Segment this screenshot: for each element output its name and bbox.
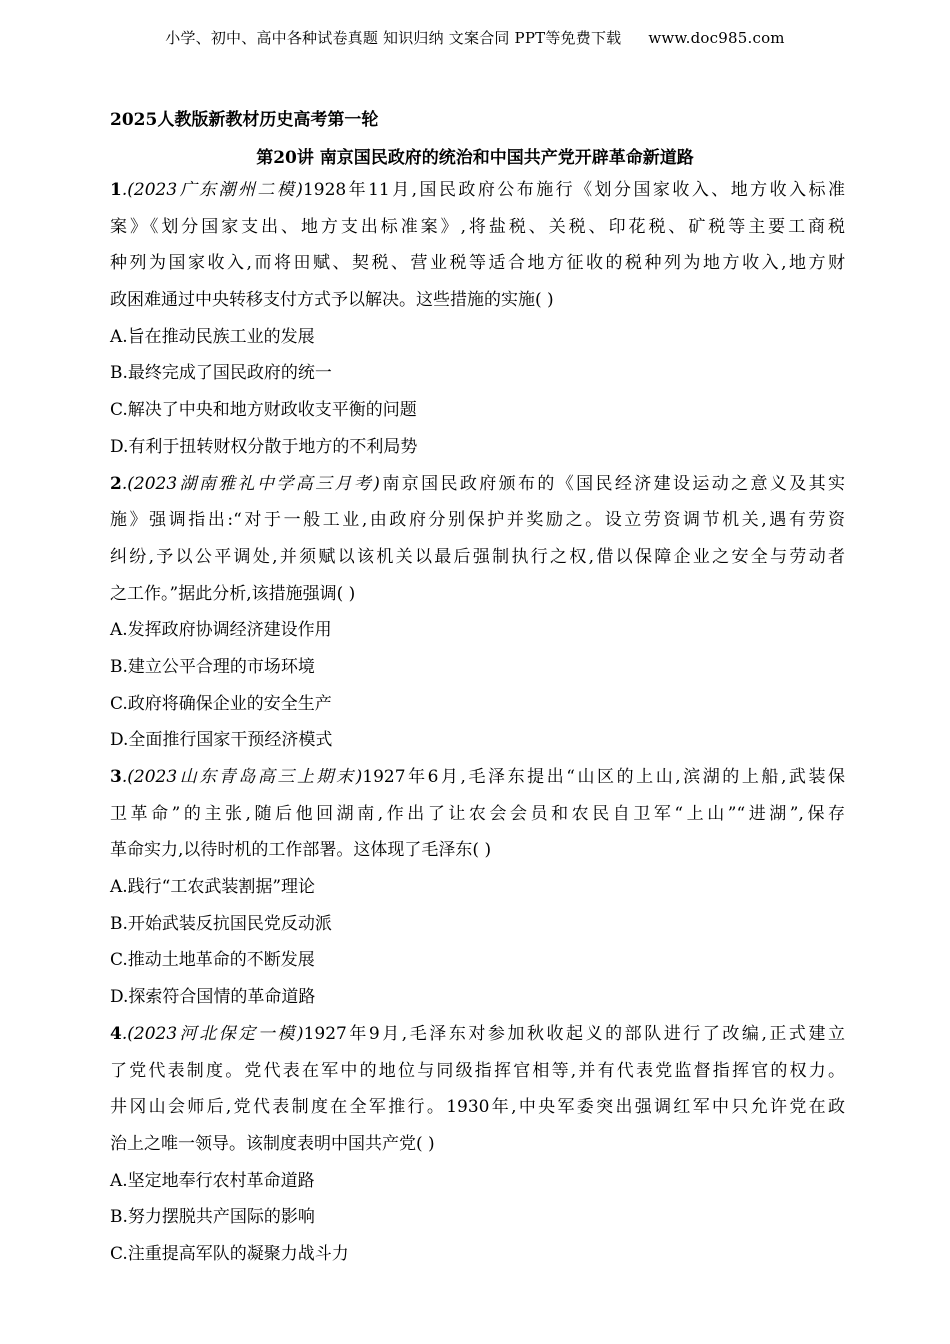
question-number: 1 [110,180,122,200]
question-source: .(2023河北保定一模) [121,1023,304,1044]
question-stem-line [110,466,845,503]
question-number: 4 [110,1023,122,1044]
question-number: 2 [110,473,122,494]
option-a: A.旨在推动民族工业的发展 [110,326,315,347]
question-stem-line: 案》《划分国家支出、地方支出标准案》,将盐税、关税、印花税、矿税等主要工商税 [110,216,845,237]
question-1 [110,172,845,466]
question-list [110,172,845,1273]
header-text: 小学、初中、高中各种试卷真题 知识归纳 文案合同 PPT等免费下载 [165,29,622,47]
question-stem-line: 种列为国家收入,而将田赋、契税、营业税等适合地方征收的税种列为地方收入,地方财 [110,253,845,274]
option-b: B.最终完成了国民政府的统一 [110,363,332,384]
option-d: D.有利于扭转财权分散于地方的不利局势 [110,436,418,457]
option-c: C.推动土地革命的不断发展 [110,950,315,971]
question-stem-text: 1927年9月,毛泽东对参加秋收起义的部队进行了改编,正式建立 [303,1023,846,1044]
question-stem-text: 1927年6月,毛泽东提出“山区的上山,滨湖的上船,武装保 [362,767,846,787]
question-stem-text: 南京国民政府颁布的《国民经济建设运动之意义及其实 [379,473,846,494]
question-stem-line: 之工作。”据此分析,该措施强调( ) [110,583,356,604]
question-stem-line: 卫革命”的主张,随后他回湖南,作出了让农会会员和农民自卫军“上山”“进湖”,保存 [110,803,845,824]
question-stem-line: 纠纷,予以公平调处,并须赋以该机关以最后强制执行之权,借以保障企业之安全与劳动者 [110,546,845,567]
option-c: C.解决了中央和地方财政收支平衡的问题 [110,400,417,421]
option-a: A.发挥政府协调经济建设作用 [110,620,332,641]
option-c: C.政府将确保企业的安全生产 [110,693,332,714]
option-b: B.建立公平合理的市场环境 [110,656,315,677]
question-stem-line: 政困难通过中央转移支付方式予以解决。这些措施的实施( ) [110,290,554,311]
question-number: 3 [110,767,122,787]
option-a: A.践行“工农武装割据”理论 [110,877,316,898]
option-d: D.全面推行国家干预经济模式 [110,730,333,751]
question-stem-line: 了党代表制度。党代表在军中的地位与同级指挥官相等,并有代表党监督指挥官的权力。 [110,1060,845,1081]
option-a: A.坚定地奉行农村革命道路 [110,1170,315,1191]
option-d: D.探索符合国情的革命道路 [110,987,316,1008]
document-title: 2025人教版新教材历史高考第一轮 [110,110,379,130]
question-stem-line: 井冈山会师后,党代表制度在全军推行。1930年,中央军委突出强调红军中只允许党在政 [110,1097,845,1118]
question-3 [110,759,845,1016]
question-stem-line: 革命实力,以待时机的工作部署。这体现了毛泽东( ) [110,840,492,861]
question-stem-line [110,172,845,209]
question-stem-line: 施》强调指出:“对于一般工业,由政府分别保护并奖励之。设立劳资调节机关,遇有劳资 [110,510,845,531]
question-stem-line: 治上之唯一领导。该制度表明中国共产党( ) [110,1133,435,1154]
question-stem-line [110,759,845,796]
question-stem-line [110,1016,845,1053]
question-source: .(2023山东青岛高三上期末) [121,767,363,787]
header-site-link[interactable]: www.doc985.com [648,29,785,47]
question-4 [110,1016,845,1273]
lecture-title: 第20讲 南京国民政府的统治和中国共产党开辟革命新道路 [256,148,694,168]
question-source: .(2023广东潮州二模) [121,180,303,200]
question-2 [110,466,845,760]
option-b: B.开始武装反抗国民党反动派 [110,913,332,934]
option-b: B.努力摆脱共产国际的影响 [110,1207,315,1228]
page-header [0,27,950,48]
question-source: .(2023湖南雅礼中学高三月考) [121,473,380,494]
option-c: C.注重提高军队的凝聚力战斗力 [110,1243,349,1264]
question-stem-text: 1928年11月,国民政府公布施行《划分国家收入、地方收入标准 [302,180,845,200]
